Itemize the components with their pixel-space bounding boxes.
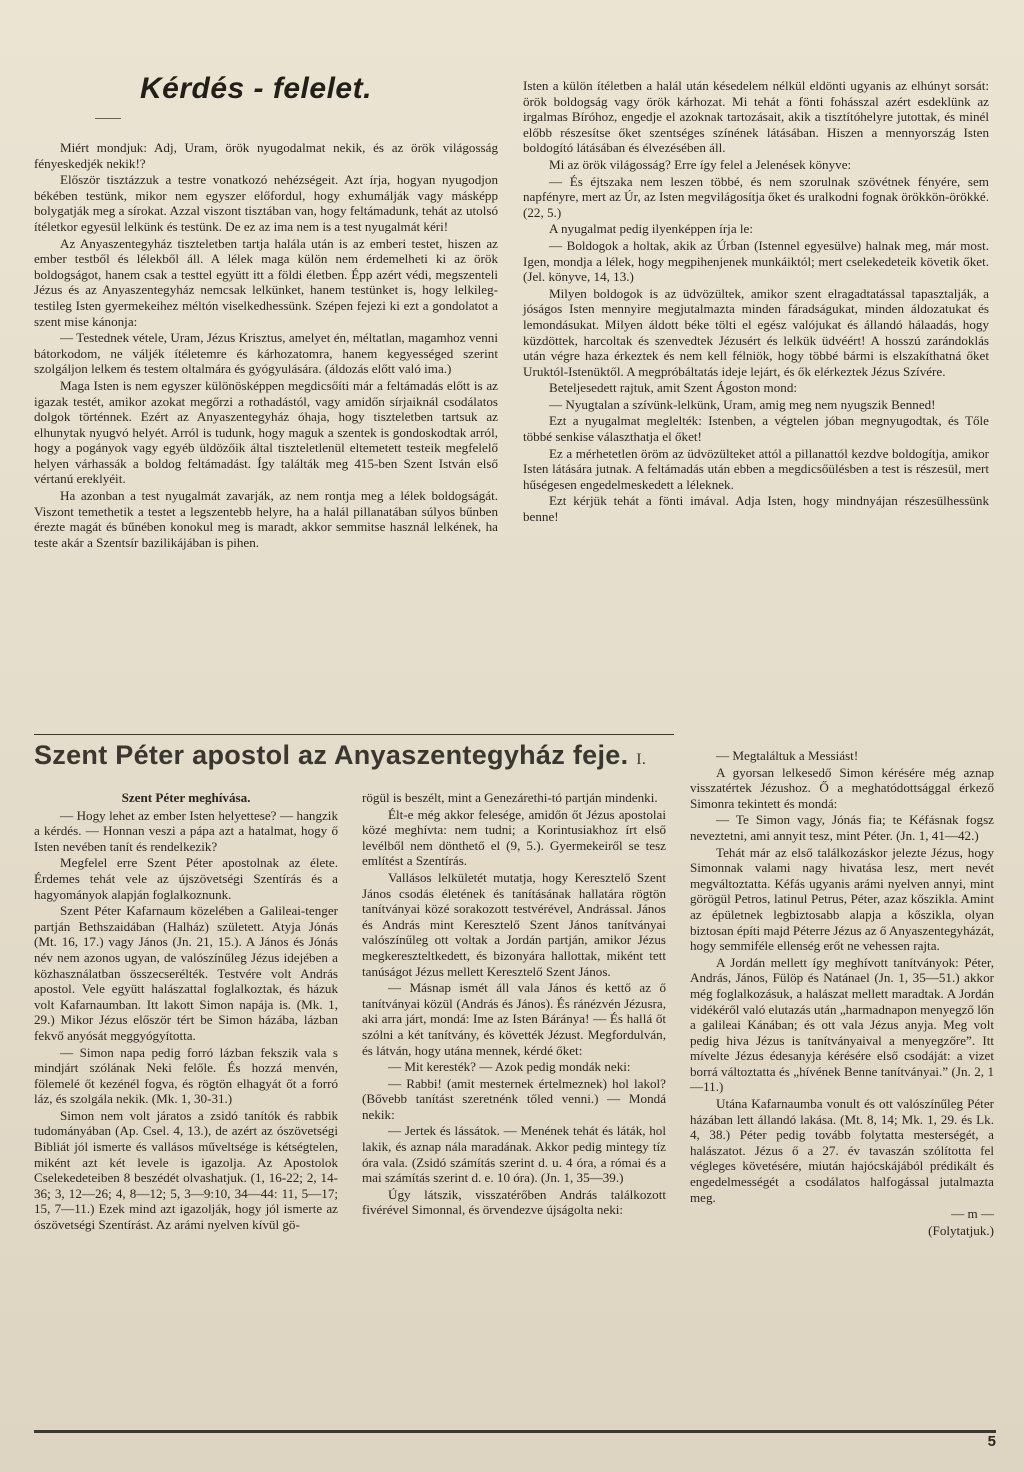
- paragraph: Isten a külön ítéletben a halál után késedelem nélkül eldönti ugyanis az elhúnyt sorsát: örök boldogság vagy örök kárhozat. Mi tehát a fönti fohásszal azért esdeklünk az irgalmas Bíróhoz, engedje el azoknak tartozásait, akik a tisztítóhelyre jutottak, és minél előbb részesítse őket szentséges színének látásában. Hiszen a mennyország Isten boldogító látásában és élvezésében áll.: [523, 78, 989, 156]
- article2-title: [34, 740, 646, 771]
- paragraph: Tehát már az első találkozáskor jelezte Jézus, hogy Simonnak valami nagy hivatása lesz, mert nevét megváltoztatta. Kéfás ugyanis arámi nyelven annyi, mint görögül Petros, latinul Petrus, Péter, azaz kőszikla. Amint az épületnek legbiztosabb alapja a kőszikla, olyan biztosan építi majd Péterre Jézus az ő Anyaszentegyházát, hogy semmiféle ellenség erőt ne vehessen rajta.: [690, 844, 994, 954]
- paragraph: — Mit keresték? — Azok pedig mondák neki:: [388, 1059, 631, 1075]
- title-underline-dash: [95, 118, 121, 119]
- article2-column-2: [362, 790, 666, 1219]
- paragraph: Megfelel erre Szent Péter apostolnak az élete. Érdemes tehát vele az újszövetségi Szentírás és a hagyományok alapján foglalkoznunk.: [34, 855, 338, 902]
- paragraph: — Boldogok a holtak, akik az Úrban (Istennel egyesülve) halnak meg, már most. Igen, mondja a lélek, hogy megpihenjenek munkáiktól; mert cselekedeteik követik őket. (Jel. könyve, 14, 13.): [523, 237, 989, 285]
- bottom-rule: [34, 1430, 996, 1433]
- subheading: Szent Péter meghívása.: [121, 790, 251, 805]
- paragraph: Élt-e még akkor felesége, amidőn őt Jézus apostolai közé meghívta: nem tudni; a Korintusiakhoz írt első levélből nem dönthető el (9, 5.). Gyermekeiről se tesz említést a Szentírás.: [362, 806, 666, 869]
- author-signature: — m —: [951, 1206, 994, 1222]
- paragraph: A Jordán mellett így meghívott tanítványok: Péter, András, János, Fülöp és Natánael (Jn. 1, 35—51.) akkor még foglalkozásuk, a halászat mellett maradtak. A Jordán vidékéről való elutazás után „harmadnapon menyegző lőn a galileai Kánában; és ott vala Jézus anyja. Meg volt pedig hiva Jézus is tanítványaival a menyegzőre”. Itt mívelte Jézus édesanyja kérésére első csodáját: a vizet borrá változtatta és „hívének Benne tanítványai.” (Jn. 2, 1—11.): [690, 954, 994, 1095]
- page-number: 5: [987, 1433, 996, 1450]
- paragraph: Úgy látszik, visszatérőben András találkozott fivérével Simonnal, és örvendezve újságolta neki:: [362, 1186, 666, 1218]
- paragraph: Vallásos lelkületét mutatja, hogy Keresztelő Szent János csodás életének és tanításának hallatára rögtön tanítványai közé sorakozott testvérével, Andrással. János és András mint Keresztelő Szent János tanítványai valószínűleg ott voltak a Jordán partján, amikor Jézus megkereszteltkedett, és bizonyára hallottak, miként tett tanúságot Jézus mellett Keresztelő Szent János.: [362, 869, 666, 979]
- paragraph: A gyorsan lelkesedő Simon kérésére még aznap visszatértek Jézushoz. Ő a meghatódottsággal érkező Simonra tekintett és mondá:: [690, 764, 994, 811]
- paragraph: — Simon napa pedig forró lázban fekszik vala s mindjárt szólának Neki felőle. És hozzá menvén, fölemelé őt kezénél fogva, és rögtön elhagyát őt a forró láz, és szolgála nekik. (Mk. 1, 30-31.): [34, 1044, 338, 1107]
- paragraph: Utána Kafarnaumba vonult és ott valószínűleg Péter házában lett állandó lakása. (Mt. 8, 14; Mk. 1, 29. és Lk. 4, 38.) Péter pedig tovább folytatta mesterségét, a halászatot. Jézus ő a 27. év tavaszán szólította fel végleges követésére, miután hajócskájából prédikált és engedelmességét a csodálatos halfogással jutalmazta meg.: [690, 1096, 994, 1205]
- paragraph: Milyen boldogok is az üdvözültek, amikor szent elragadtatással tapasztalják, a jóságos Isten mennyire megjutalmazta minden fáradságukat, minden áldozatukat és lemondásukat. Milyen áldott béke tölti el egész valójukat és állandó hálaadás, hogy küzdöttek, harcoltak és szenvedtek Jézusért és lelkük üdvéért! A hosszú zarándoklás után végre haza érkeztek és nem kell félniök, hogy többé bármi is elszakíthatná őket Uruktól-Istenüktől. A megpróbáltatás ideje lejárt, és ők elérkeztek Jézus Szívére.: [523, 285, 989, 379]
- article1-right-column: [523, 78, 989, 526]
- paragraph: — Másnap ismét áll vala János és kettő az ő tanítványai közül (András és János). És ránézvén Jézusra, aki arra járt, mondá: Ime az Isten Báránya! — És hallá őt szólni a két tanítvány, és követték Jézust. Megfordulván, és látván, hogy utána mennek, kérdé őket:: [362, 980, 666, 1058]
- article2-title-text: Szent Péter apostol az Anyaszentegyház feje.: [34, 740, 629, 770]
- paragraph: — Rabbi! (amit mesternek értelmeznek) hol lakol? (Bővebb tanítást szeretnénk tőled venni.) — Mondá nekik:: [362, 1075, 666, 1122]
- paragraph: Az Anyaszentegyház tiszteletben tartja halála után is az emberi testet, hiszen az ember testből és lélekből áll. A lélek maga külön nem érdemelheti ki az örök boldogságot, hanem csak a testtel együtt itt a földi életben. Épp azért védi, megszenteli Jézus és az Anyaszentegyház nemcsak lelkünket, hanem testünket is, hogy lelkileg-testileg Isten gyermekeihez méltón viselkedhessünk. Szépen fejezi ki ezt a gondolatot a szent mise kánonja:: [34, 235, 498, 329]
- article1-title: Kérdés - felelet.: [140, 72, 372, 105]
- continued-note: (Folytatjuk.): [928, 1222, 994, 1238]
- paragraph: — Hogy lehet az ember Isten helyettese? — hangzik a kérdés. — Honnan veszi a pápa azt a hatalmat, hogy ő Isten nevében tanít és rendelkezik?: [34, 807, 338, 854]
- paragraph: Ezt kérjük tehát a fönti imával. Adja Isten, hogy mindnyájan részesülhessünk benne!: [523, 493, 989, 525]
- paragraph: Először tisztázzuk a testre vonatkozó nehézségeit. Azt írja, hogyan nyugodjon békében testünk, mikor nem egyszer előfordul, hogy exhumálják vagy másképp bolygatják meg a sírokat. Azzal viszont tisztában van, hogy feltámadunk, tehát az utolsó ítéletkor egyesül lelkünk és testünk. De ez az ima nem is a test nyugalmát kéri!: [34, 172, 498, 234]
- paragraph: Ez a mérhetetlen öröm az üdvözülteket attól a pillanattól kezdve boldogítja, amikor Isten látására jutnak. A feltámadás után ebben a megdicsőülésben a test is részesül, mert hűségesen engedelmeskedett a léleknek.: [523, 445, 989, 492]
- paragraph: Beteljesedett rajtuk, amit Szent Ágoston mond:: [549, 380, 798, 396]
- paragraph: rögül is beszélt, mint a Genezárethi-tó partján mindenki.: [362, 790, 658, 805]
- paragraph: Miért mondjuk: Adj, Uram, örök nyugodalmat nekik, és az örök világosság fényeskedjék nekik!?: [34, 140, 498, 171]
- article1-left-column: [34, 140, 498, 551]
- paragraph: — Testednek vétele, Uram, Jézus Krisztus, amelyet én, méltatlan, magamhoz venni bátorkodom, ne váljék ítéletemre és kárhozatomra, hanem kegyességed szerint szolgáljon lelkem és testem oltalmára és gyógyulására. (áldozás előtt való ima.): [34, 330, 498, 377]
- article2-part-number: I.: [636, 751, 647, 768]
- paragraph: — És éjtszaka nem leszen többé, és nem szorulnak szövétnek fényére, sem napfényre, mert az Úr, az Isten megvilágosítja őket és uralkodni fognak örökkön-örökké. (22, 5.): [523, 173, 989, 220]
- paragraph: — Nyugtalan a szívünk-lelkünk, Uram, amig meg nem nyugszik Benned!: [549, 396, 936, 412]
- paragraph: — Te Simon vagy, Jónás fia; te Kéfásnak fogsz neveztetni, ami annyit tesz, mint Péter. (Jn. 1, 41—42.): [690, 812, 994, 843]
- paragraph: Szent Péter Kafarnaum közelében a Galileai-tenger partján Bethszaidában (Halház) született. Atyja Jónás (Mt. 16, 17.) vagy János (Jn. 21, 15.). A János és Jónás név nem azonos ugyan, de valószínűleg Jézus idejében a közhasználatban összecserélték. Testvére volt András apostol. Vele együtt halászattal foglalkoztak, és házuk volt Kafarnaumban. Itt lakott Simon napája is. (Mk. 1, 29.) Mikor Jézus először tért be Simon házába, lázban fekvő anyósát meggyógyította.: [34, 903, 338, 1043]
- paragraph: Simon nem volt járatos a zsidó tanítók és rabbik tudományában (Ap. Csel. 4, 13.), de azért az ószövetségi Bibliát jól ismerte és vallásos műveltsége is kétségtelen, miként azt két levele is igazolja. Az Apostolok Cselekedeteiben 8 beszédét olvashatjuk. (1, 16-22; 2, 14-36; 3, 12—26; 4, 8—12; 5, 3—9:10, 34—44: 11, 5—17; 15, 7—11.) Ezek mind azt igazolják, hogy jól ismerte az ószövetségi Szentírást. Az arámi nyelven kívül gö-: [34, 1107, 338, 1233]
- section-divider: [34, 734, 674, 735]
- paragraph: Maga Isten is nem egyszer különösképpen megdicsőíti már a feltámadás előtt is az igazak testét, amikor azokat megőrzi a rothadástól, vagy amidőn sírjaiknál csodálatos dolgok történnek. Ezért az Anyaszentegyház óhaja, hogy tiszteletben tartsuk az elhunytak nyugvó helyét. Arról is tudunk, hogy maguk a szentek is gondoskodtak arról, hogy a pogányok vagy egyéb üldözőik által tiszteletlenül eltemetett testeik megfelelő helyen várhassák a boldog feltámadást. Így találták meg 415-ben Szent István első vértanú ereklyéit.: [34, 377, 498, 487]
- article2-column-1: [34, 790, 338, 1234]
- paragraph: Ezt a nyugalmat meglelték: Istenben, a végtelen jóban megnyugodtak, és Tőle többé senkise választhatja el őket!: [523, 413, 989, 445]
- article2-column-3: [690, 748, 994, 1239]
- paragraph: — Megtaláltuk a Messiást!: [716, 748, 859, 763]
- paragraph: — Jertek és lássátok. — Menének tehát és láták, hol lakik, és aznap nála maradának. Akkor pedig mintegy tíz óra vala. (Zsidó számítás szerint d. u. 4 óra, a római és a mai számítás szerint d. e. 10 óra). (Jn. 1, 35—39.): [362, 1123, 666, 1186]
- paragraph: Ha azonban a test nyugalmát zavarják, az nem rontja meg a lélek boldogságát. Viszont temethetik a testet a legszentebb helyre, ha a halál pillanatában súlyos bűnben érezte magát és bűnében konokul meg is maradt, akkor semmitse használ lelkének, ha teste akár a Szentsír bazilikájában is pihen.: [34, 488, 498, 550]
- paragraph: Mi az örök világosság? Erre így felel a Jelenések könyve:: [549, 156, 852, 172]
- paragraph: A nyugalmat pedig ilyenképpen írja le:: [549, 221, 753, 237]
